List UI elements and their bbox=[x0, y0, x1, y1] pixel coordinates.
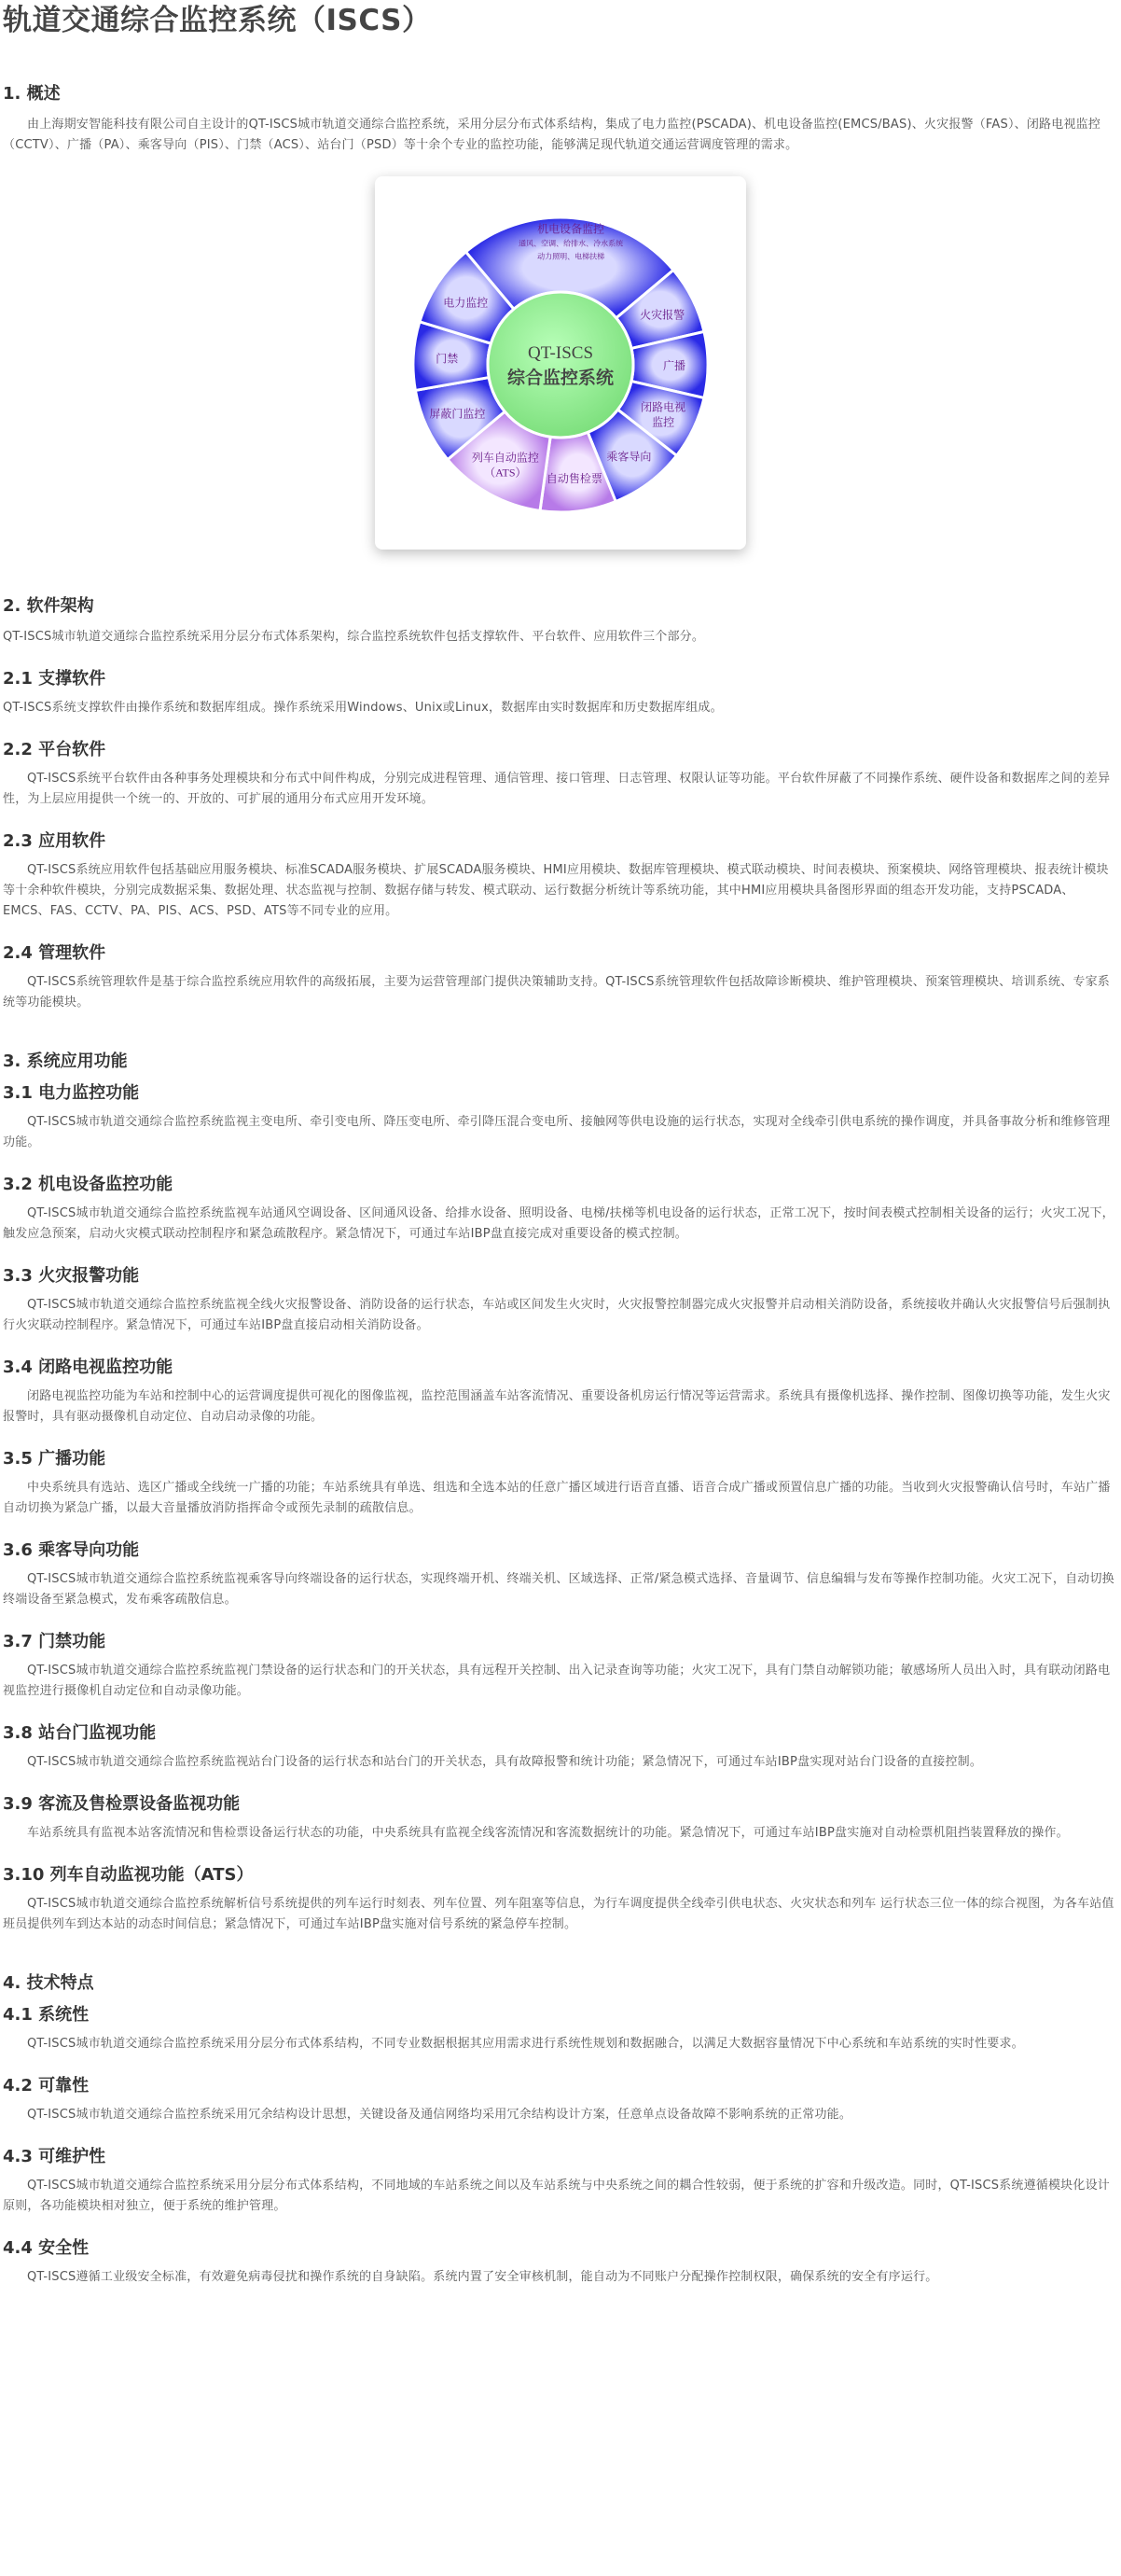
wheel-segment-label: 火灾报警 bbox=[640, 308, 685, 322]
management-software-paragraph: QT-ISCS系统管理软件是基于综合监控系统应用软件的高级拓展，主要为运营管理部门提供决策辅助支持。QT-ISCS系统管理软件包括故障诊断模块、维护管理模块、预案管理模块、培训系统、专家系统等功能模块。 bbox=[3, 975, 1110, 1010]
wheel-segment-label: （ATS） bbox=[484, 466, 527, 480]
section-heading-functions: 3. 系统应用功能 bbox=[3, 1051, 128, 1071]
wheel-segment-label: 自动售检票 bbox=[546, 472, 602, 486]
subheading-platform-software: 2.2 平台软件 bbox=[3, 740, 106, 759]
function-heading: 3.10 列车自动监视功能（ATS） bbox=[3, 1865, 254, 1885]
feature-paragraph: QT-ISCS遵循工业级安全标准，有效避免病毒侵扰和操作系统的自身缺陷。系统内置了安全审核机制，能自动为不同账户分配操作控制权限，确保系统的安全有序运行。 bbox=[27, 2270, 938, 2284]
function-paragraph: 车站系统具有监视本站客流情况和售检票设备运行状态的功能，中央系统具有监视全线客流情况和客流数据统计的功能。紧急情况下，可通过车站IBP盘实施对自动检票机阻挡装置释放的操作。 bbox=[27, 1826, 1069, 1840]
page-title: 轨道交通综合监控系统（ISCS） bbox=[3, 4, 432, 37]
function-heading: 3.9 客流及售检票设备监视功能 bbox=[3, 1794, 241, 1814]
platform-software-paragraph: QT-ISCS系统平台软件由各种事务处理模块和分布式中间件构成，分别完成进程管理、通信管理、接口管理、日志管理、权限认证等功能。平台软件屏蔽了不同操作系统、硬件设备和数据库之间的差异性，为上层应用提供一个统一的、开放的、可扩展的通用分布式应用开发环境。 bbox=[3, 772, 1111, 806]
function-paragraph: 中央系统具有选站、选区广播或全线统一广播的功能；车站系统具有单选、组选和全选本站的任意广播区域进行语音直播、语音合成广播或预置信息广播的功能。当收到火灾报警确认信号时，车站广播自动切换为紧急广播，以最大音量播放消防指挥命令或预先录制的疏散信息。 bbox=[3, 1481, 1111, 1515]
function-heading: 3.7 门禁功能 bbox=[3, 1632, 106, 1651]
center-label-line2: 综合监控系统 bbox=[506, 369, 615, 388]
wheel-segment-label: 屏蔽门监控 bbox=[429, 407, 486, 421]
function-paragraph: QT-ISCS城市轨道交通综合监控系统监视乘客导向终端设备的运行状态，实现终端开机、终端关机、区域选择、正常/紧急模式选择、音量调节、信息编辑与发布等操作控制功能。火灾工况下，自动切换终端设备至紧急模式，发布乘客疏散信息。 bbox=[3, 1572, 1114, 1607]
section-heading-overview: 1. 概述 bbox=[3, 84, 61, 104]
subheading-application-software: 2.3 应用软件 bbox=[3, 831, 106, 851]
function-paragraph: QT-ISCS城市轨道交通综合监控系统监视全线火灾报警设备、消防设备的运行状态，车站或区间发生火灾时，火灾报警控制器完成火灾报警并启动相关消防设备，系统接收并确认火灾报警信号后强制执行火灾联动控制程序。紧急情况下，可通过车站IBP盘直接启动相关消防设备。 bbox=[3, 1298, 1111, 1332]
feature-heading: 4.4 安全性 bbox=[3, 2238, 90, 2258]
support-software-paragraph: QT-ISCS系统支撑软件由操作系统和数据库组成。操作系统采用Windows、Unix或Linux，数据库由实时数据库和历史数据库组成。 bbox=[3, 701, 723, 715]
wheel-segment-label: 乘客导向 bbox=[606, 450, 652, 464]
wheel-segment-label: 列车自动监控 bbox=[471, 451, 539, 465]
function-heading: 3.1 电力监控功能 bbox=[3, 1083, 140, 1103]
wheel-segment-label: 门禁 bbox=[436, 352, 459, 366]
features-list bbox=[3, 2004, 1118, 2288]
function-paragraph: QT-ISCS城市轨道交通综合监控系统监视车站通风空调设备、区间通风设备、给排水设备、照明设备、电梯/扶梯等机电设备的运行状态，正常工况下，按时间表模式控制相关设备的运行；火灾工况下，触发应急预案，启动火灾模式联动控制程序和紧急疏散程序。紧急情况下，可通过车站IBP盘直接完成对重要设备的模式控制。 bbox=[3, 1206, 1114, 1241]
iscs-wheel-diagram bbox=[375, 176, 746, 550]
section-heading-software: 2. 软件架构 bbox=[3, 596, 94, 616]
wheel-segment-label: 电力监控 bbox=[443, 296, 489, 310]
subheading-management-software: 2.4 管理软件 bbox=[3, 943, 106, 963]
feature-heading: 4.1 系统性 bbox=[3, 2005, 90, 2025]
function-heading: 3.5 广播功能 bbox=[3, 1449, 106, 1469]
function-heading: 3.2 机电设备监控功能 bbox=[3, 1175, 173, 1194]
function-paragraph: QT-ISCS城市轨道交通综合监控系统监视门禁设备的运行状态和门的开关状态，具有远程开关控制、出入记录查询等功能；火灾工况下，具有门禁自动解锁功能；敏感场所人员出入时，具有联动闭路电视监控进行摄像机自动定位和自动录像功能。 bbox=[3, 1664, 1111, 1698]
software-paragraph: QT-ISCS城市轨道交通综合监控系统采用分层分布式体系架构，综合监控系统软件包括支撑软件、平台软件、应用软件三个部分。 bbox=[3, 630, 705, 644]
function-heading: 3.3 火灾报警功能 bbox=[3, 1266, 140, 1286]
functions-list bbox=[3, 1082, 1118, 1935]
wheel-segment-label: 机电设备监控 bbox=[537, 222, 605, 236]
application-software-paragraph: QT-ISCS系统应用软件包括基础应用服务模块、标准SCADA服务模块、扩展SCADA服务模块、HMI应用模块、数据库管理模块、模式联动模块、时间表模块、预案模块、网络管理模块、报表统计模块等十余种软件模块，分别完成数据采集、数据处理、状态监视与控制、数据存储与转发、模式联动、运行数据分析统计等系统功能，其中HMI应用模块具备图形界面的组态开发功能，支持PSCADA、EMCS、FAS、CCTV、PA、PIS、ACS、PSD、ATS等不同专业的应用。 bbox=[3, 863, 1109, 918]
function-heading: 3.6 乘客导向功能 bbox=[3, 1540, 140, 1560]
subheading-support-software: 2.1 支撑软件 bbox=[3, 669, 106, 689]
function-heading: 3.8 站台门监视功能 bbox=[3, 1723, 157, 1743]
function-paragraph: QT-ISCS城市轨道交通综合监控系统监视主变电所、牵引变电所、降压变电所、牵引降压混合变电所、接触网等供电设施的运行状态，实现对全线牵引供电系统的操作调度，并具备事故分析和维修管理功能。 bbox=[3, 1115, 1111, 1149]
wheel-segment-label: 通风、空调、给排水、冷水系统 bbox=[519, 239, 624, 248]
function-paragraph: 闭路电视监控功能为车站和控制中心的运营调度提供可视化的图像监视，监控范围涵盖车站客流情况、重要设备机房运行情况等运营需求。系统具有摄像机选择、操作控制、图像切换等功能，发生火灾报警时，具有驱动摄像机自动定位、自动启动录像的功能。 bbox=[3, 1389, 1111, 1424]
center-circle bbox=[488, 292, 633, 438]
feature-heading: 4.2 可靠性 bbox=[3, 2076, 90, 2096]
feature-paragraph: QT-ISCS城市轨道交通综合监控系统采用分层分布式体系结构，不同地域的车站系统之间以及车站系统与中央系统之间的耦合性较弱，便于系统的扩容和升级改造。同时，QT-ISCS系统遵循模块化设计原则，各功能模块相对独立，便于系统的维护管理。 bbox=[3, 2179, 1110, 2213]
function-paragraph: QT-ISCS城市轨道交通综合监控系统监视站台门设备的运行状态和站台门的开关状态，具有故障报警和统计功能；紧急情况下，可通过车站IBP盘实现对站台门设备的直接控制。 bbox=[27, 1755, 983, 1769]
iscs-diagram bbox=[375, 176, 746, 550]
overview-paragraph: 由上海期安智能科技有限公司自主设计的QT-ISCS城市轨道交通综合监控系统，采用分层分布式体系结构，集成了电力监控(PSCADA)、机电设备监控(EMCS/BAS)、火灾报警（FAS）、闭路电视监控（CCTV）、广播（PA）、乘客导向（PIS）、门禁（ACS）、站台门（PSD）等十余个专业的监控功能，能够满足现代轨道交通运营调度管理的需求。 bbox=[3, 118, 1101, 152]
figure-container bbox=[3, 176, 1118, 553]
section-heading-features: 4. 技术特点 bbox=[3, 1973, 94, 1993]
wheel-segment-label: 闭路电视 bbox=[641, 400, 686, 414]
wheel-segment-label: 监控 bbox=[652, 415, 675, 429]
function-paragraph: QT-ISCS城市轨道交通综合监控系统解析信号系统提供的列车运行时刻表、列车位置、列车阻塞等信息，为行车调度提供全线牵引供电状态、火灾状态和列车 运行状态三位一体的综合视图，为各车站值班员提供列车到达本站的动态时间信息；紧急情况下，可通过车站IBP盘实施对信号系统的紧急停车控制。 bbox=[3, 1897, 1114, 1931]
feature-heading: 4.3 可维护性 bbox=[3, 2147, 106, 2166]
wheel-segment-label: 动力照明、电梯扶梯 bbox=[537, 252, 605, 261]
function-heading: 3.4 闭路电视监控功能 bbox=[3, 1358, 173, 1377]
feature-paragraph: QT-ISCS城市轨道交通综合监控系统采用冗余结构设计思想，关键设备及通信网络均采用冗余结构设计方案，任意单点设备故障不影响系统的正常功能。 bbox=[27, 2108, 852, 2122]
wheel-segment-label: 广播 bbox=[662, 359, 686, 372]
center-label-line1: QT-ISCS bbox=[527, 343, 594, 363]
feature-paragraph: QT-ISCS城市轨道交通综合监控系统采用分层分布式体系结构，不同专业数据根据其应用需求进行系统性规划和数据融合，以满足大数据容量情况下中心系统和车站系统的实时性要求。 bbox=[27, 2037, 1024, 2051]
